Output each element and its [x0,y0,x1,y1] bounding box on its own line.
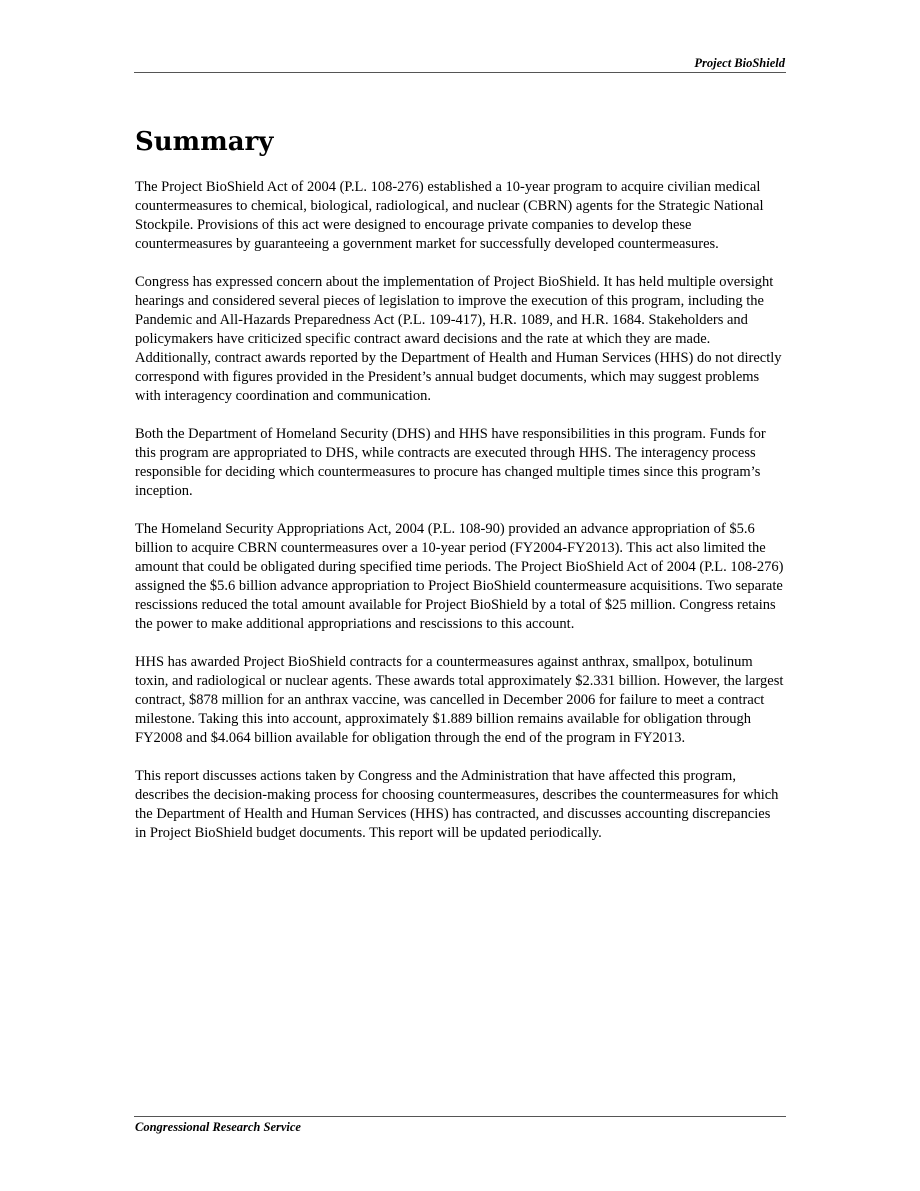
paragraph-4: The Homeland Security Appropriations Act, 2004 (P.L. 108-90) provided an advance appropriation of $5.6 billion to acquire CBRN countermeasures over a 10-year period (FY2004-FY2013). This act also limited the amount that could be obligated during specified time periods. The Project BioShield Act of 2004 (P.L. 108-276) assigned the $5.6 billion advance appropriation to Project BioShield countermeasure acquisitions. Two separate rescissions reduced the total amount available for Project BioShield by a total of $25 million. Congress retains the power to make additional appropriations and rescissions to this account. [135,521,784,632]
paragraph-6: This report discusses actions taken by Congress and the Administration that have affected this program, describes the decision-making process for choosing countermeasures, describes the countermeasures for which the Department of Health and Human Services (HHS) has contracted, and discusses accounting discrepancies in Project BioShield budget documents. This report will be updated periodically. [135,768,779,841]
paragraph-5: HHS has awarded Project BioShield contracts for a countermeasures against anthrax, smallpox, botulinum toxin, and radiological or nuclear agents. These awards total approximately $2.331 billion. However, the largest contract, $878 million for an anthrax vaccine, was cancelled in December 2006 for failure to meet a contract milestone. Taking this into account, approximately $1.889 billion remains available for obligation through FY2008 and $4.064 billion available for obligation through the end of the program in FY2013. [135,654,784,746]
running-header-title: Project BioShield [694,56,785,70]
paragraph-2: Congress has expressed concern about the implementation of Project BioShield. It has held multiple oversight hearings and considered several pieces of legislation to improve the execution of this program, including the Pandemic and All-Hazards Preparedness Act (P.L. 109-417), H.R. 1089, and H.R. 1684. Stakeholders and policymakers have criticized specific contract award decisions and the rate at which they are made. Additionally, contract awards reported by the Department of Health and Human Services (HHS) do not directly correspond with figures provided in the President’s annual budget documents, which may suggest problems with interagency coordination and communication. [135,274,782,404]
footer-organization: Congressional Research Service [135,1120,301,1134]
footer-divider [134,1116,786,1117]
header-divider [134,72,786,73]
paragraph-1: The Project BioShield Act of 2004 (P.L. 108-276) established a 10-year program to acquire civilian medical countermeasures to chemical, biological, radiological, and nuclear (CBRN) agents for the Strategic National Stockpile. Provisions of this act were designed to encourage private companies to develop these countermeasures by guaranteeing a government market for successfully developed countermeasures. [135,179,764,252]
paragraph-3: Both the Department of Homeland Security (DHS) and HHS have responsibilities in this program. Funds for this program are appropriated to DHS, while contracts are executed through HHS. The interagency process responsible for deciding which countermeasures to procure has changed multiple times since this program’s inception. [135,426,766,499]
page-title: Summary [135,127,274,157]
summary-body [135,178,785,862]
